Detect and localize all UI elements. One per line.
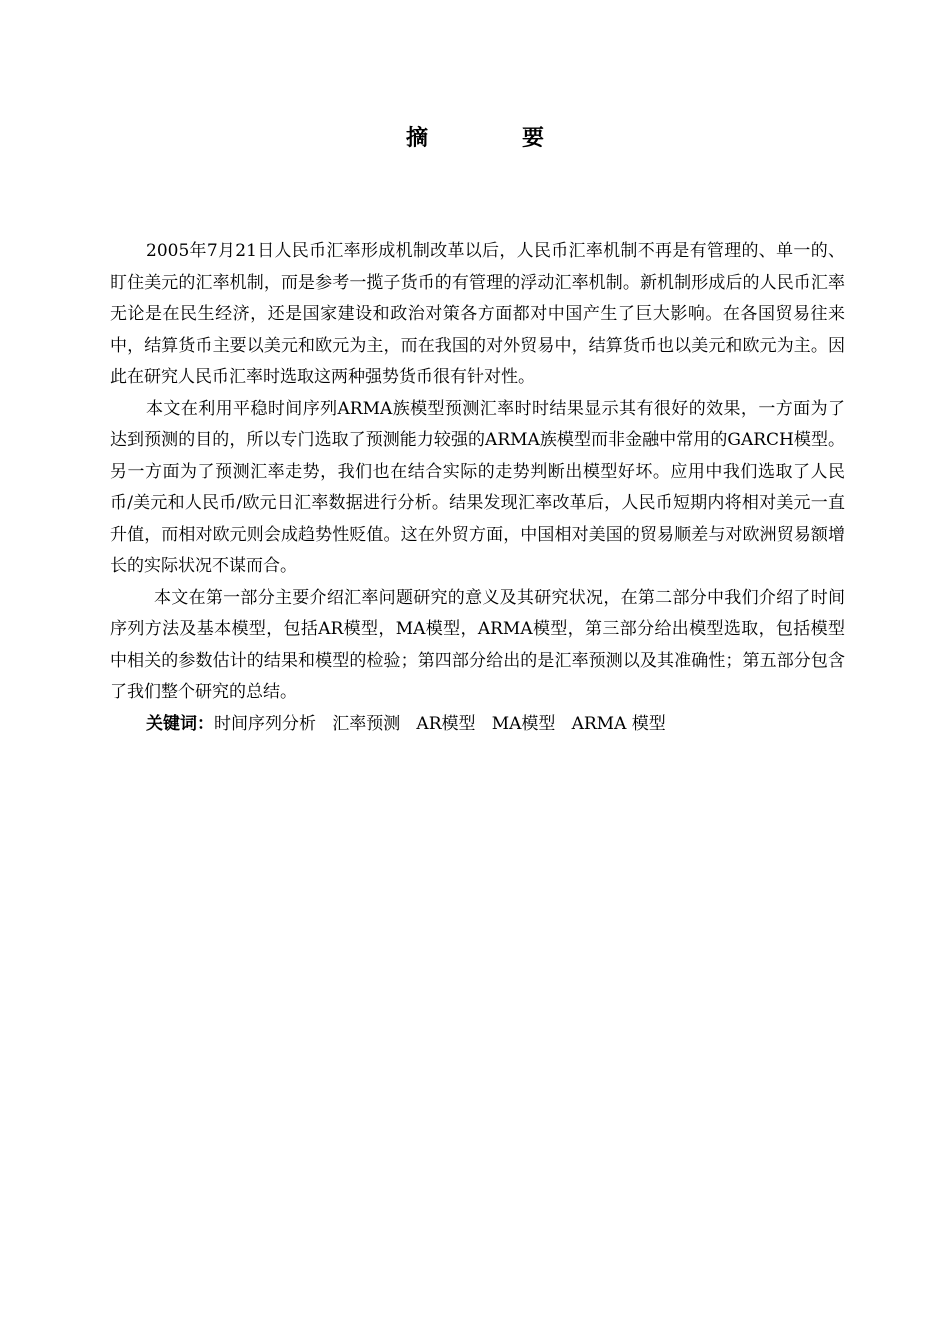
paragraph-background: 2005年7月21日人民币汇率形成机制改革以后，人民币汇率机制不再是有管理的、单一的、盯住美元的汇率机制，而是参考一揽子货币的有管理的浮动汇率机制。新机制形成后的人民币汇率无论是在民生经济，还是国家建设和政治对策各方面都对中国产生了巨大影响。在各国贸易往来中，结算货币主要以美元和欧元为主，而在我国的对外贸易中，结算货币也以美元和欧元为主。因此在研究人民币汇率时选取这两种强势货币很有针对性。 [110,241,845,387]
abstract-body [110,236,845,740]
paragraph-method: 本文在利用平稳时间序列ARMA族模型预测汇率时时结果显示其有很好的效果，一方面为了达到预测的目的，所以专门选取了预测能力较强的ARMA族模型而非金融中常用的GARCH模型。另一方面为了预测汇率走势，我们也在结合实际的走势判断出模型好坏。应用中我们选取了人民币/美元和人民币/欧元日汇率数据进行分析。结果发现汇率改革后，人民币短期内将相对美元一直升值，而相对欧元则会成趋势性贬值。这在外贸方面，中国相对美国的贸易顺差与对欧洲贸易额增长的实际状况不谋而合。 [110,398,845,576]
abstract-title [0,124,950,154]
keywords-list: 时间序列分析 汇率预测 AR模型 MA模型 ARMA 模型 [214,713,666,734]
abstract-title-char-2: 要 [522,126,545,151]
keywords-line [110,709,845,741]
abstract-title-char-1: 摘 [405,126,428,151]
paragraph-structure: 本文在第一部分主要介绍汇率问题研究的意义及其研究状况，在第二部分中我们介绍了时间序列方法及基本模型，包括AR模型，MA模型，ARMA模型，第三部分给出模型选取，包括模型中相关的参数估计的结果和模型的检验；第四部分给出的是汇率预测以及其准确性；第五部分包含了我们整个研究的总结。 [110,587,845,702]
keywords-label: 关键词： [146,713,214,734]
